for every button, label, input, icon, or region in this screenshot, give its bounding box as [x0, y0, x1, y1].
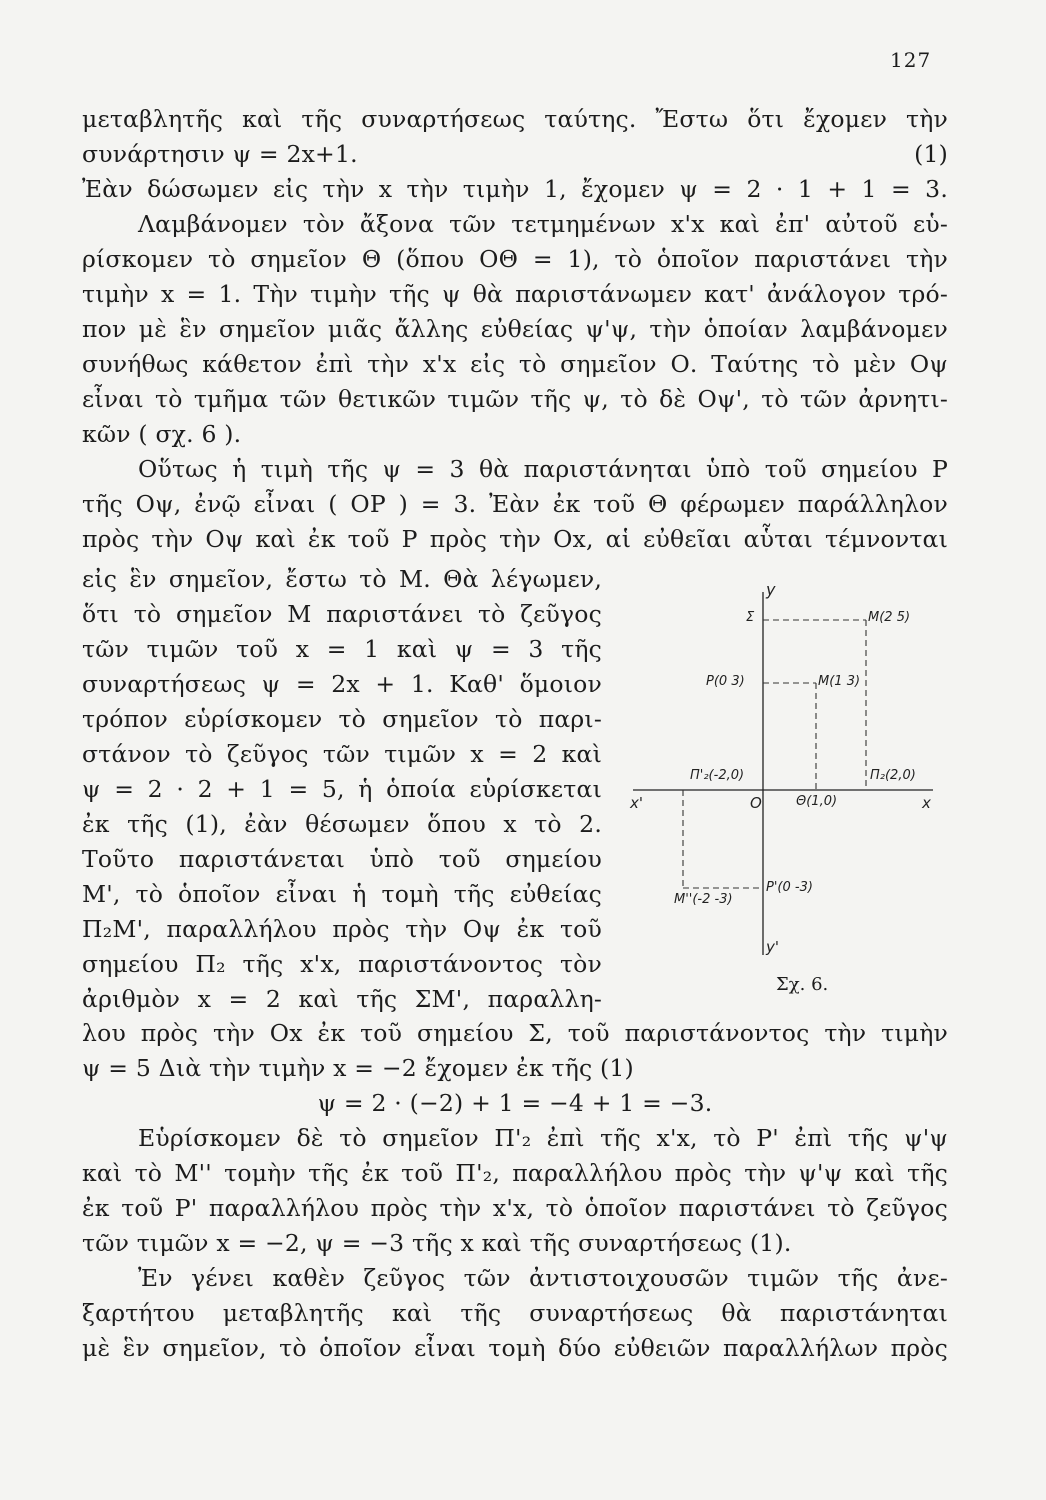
- paragraph-wrapped-beside-figure: [82, 562, 602, 1017]
- text-line-content: Εὑρίσκομεν δὲ τὸ σημεῖον Π'₂ ἐπὶ τῆς x'x, τὸ Ρ' ἐπὶ τῆς ψ'ψ: [138, 1124, 948, 1152]
- text-line-content: κῶν ( σχ. 6 ).: [82, 420, 242, 448]
- label-origin: O: [750, 794, 762, 812]
- text-line: [82, 452, 948, 487]
- text-line-content: μεταβλητῆς καὶ τῆς συναρτήσεως ταύτης. Ἔστω ὅτι ἔχομεν τὴν: [82, 105, 948, 133]
- label-theta: Θ(1,0): [796, 794, 838, 809]
- text-line-content: στάνον τὸ ζεῦγος τῶν τιμῶν x = 2 καὶ: [82, 740, 602, 768]
- text-line: [82, 1331, 948, 1366]
- paragraph-top: [82, 102, 948, 557]
- text-line-content: καὶ τὸ Μ'' τομὴν τῆς ἐκ τοῦ Π'₂, παραλλήλου πρὸς τὴν ψ'ψ καὶ τῆς: [82, 1159, 948, 1187]
- text-line: [82, 842, 602, 877]
- text-line: [82, 1191, 948, 1226]
- text-line: [82, 632, 602, 667]
- text-line-content: Τοῦτο παριστάνεται ὑπὸ τοῦ σημείου: [82, 845, 602, 873]
- label-m-double-prime: M''(-2 -3): [674, 892, 733, 907]
- text-line-content: ψ = 5 Διὰ τὴν τιμὴν x = −2 ἔχομεν ἐκ τῆς (1): [82, 1054, 634, 1082]
- text-line: [82, 597, 602, 632]
- text-line: [82, 312, 948, 347]
- text-line-content: τῶν τιμῶν τοῦ x = 1 καὶ ψ = 3 τῆς: [82, 635, 602, 663]
- text-line: [82, 382, 948, 417]
- text-line: [82, 702, 602, 737]
- text-line-content: πρὸς τὴν Οψ καὶ ἐκ τοῦ Ρ πρὸς τὴν Οx, αἱ εὐθεῖαι αὗται τέμνονται: [82, 525, 948, 553]
- text-line: [82, 347, 948, 382]
- text-line: [82, 562, 602, 597]
- text-line-content: ἐκ τοῦ Ρ' παραλλήλου πρὸς τὴν x'x, τὸ ὁποῖον παριστάνει τὸ ζεῦγος: [82, 1194, 948, 1222]
- text-line: [82, 242, 948, 277]
- figure-6-coordinate-diagram: [628, 580, 948, 1000]
- text-line: [82, 172, 948, 207]
- text-line-content: Μ', τὸ ὁποῖον εἶναι ἡ τομὴ τῆς εὐθείας: [82, 880, 602, 908]
- text-line: [82, 1086, 948, 1121]
- text-line-content: τιμὴν x = 1. Τὴν τιμὴν τῆς ψ θὰ παριστάνωμεν κατ' ἀνάλογον τρό-: [82, 280, 948, 308]
- text-line-content: Λαμβάνομεν τὸν ἄξονα τῶν τετμημένων x'x καὶ ἐπ' αὐτοῦ εὑ-: [138, 210, 948, 238]
- page-number: 127: [890, 48, 932, 72]
- text-line: [82, 102, 948, 137]
- text-line-content: λου πρὸς τὴν Οx ἐκ τοῦ σημείου Σ, τοῦ παριστάνοντος τὴν τιμὴν: [82, 1019, 948, 1047]
- label-y-prime: y': [766, 938, 780, 956]
- text-line-content: ψ = 2 · 2 + 1 = 5, ἡ ὁποία εὑρίσκεται: [82, 775, 602, 803]
- coordinate-axes-svg: [628, 580, 948, 1000]
- text-line: [82, 1156, 948, 1191]
- text-line: [82, 137, 948, 172]
- label-p03: P(0 3): [706, 674, 745, 689]
- text-line-content: Ἐὰν δώσωμεν εἰς τὴν x τὴν τιμὴν 1, ἔχομεν ψ = 2 · 1 + 1 = 3.: [82, 175, 948, 203]
- text-line: [82, 417, 948, 452]
- text-line: [82, 1016, 948, 1051]
- text-line-content: ξαρτήτου μεταβλητῆς καὶ τῆς συναρτήσεως θὰ παριστάνηται: [82, 1299, 948, 1327]
- text-line-content: ψ = 2 · (−2) + 1 = −4 + 1 = −3.: [317, 1089, 713, 1117]
- text-line: [82, 522, 948, 557]
- text-line-content: τῆς Οψ, ἐνῷ εἶναι ( ΟΡ ) = 3. Ἐὰν ἐκ τοῦ Θ φέρωμεν παράλληλον: [82, 490, 948, 518]
- text-line: [82, 207, 948, 242]
- text-line-content: συναρτήσεως ψ = 2x + 1. Καθ' ὅμοιον: [82, 670, 602, 698]
- label-pi2-prime: Π'₂(-2,0): [690, 768, 745, 783]
- text-line: [82, 1226, 948, 1261]
- text-line: [82, 912, 602, 947]
- text-line-content: τρόπον εὑρίσκομεν τὸ σημεῖον τὸ παρι-: [82, 705, 602, 733]
- text-line: [82, 737, 602, 772]
- text-line-content: τῶν τιμῶν x = −2, ψ = −3 τῆς x καὶ τῆς συναρτήσεως (1).: [82, 1229, 792, 1257]
- label-p-prime: P'(0 -3): [766, 880, 813, 895]
- paragraph-bottom: [82, 1016, 948, 1366]
- figure-caption: Σχ. 6.: [776, 974, 829, 995]
- text-line: [82, 1296, 948, 1331]
- text-line: [82, 807, 602, 842]
- text-line-content: ρίσκομεν τὸ σημεῖον Θ (ὅπου ΟΘ = 1), τὸ ὁποῖον παριστάνει τὴν: [82, 245, 948, 273]
- text-line-content: Οὕτως ἡ τιμὴ τῆς ψ = 3 θὰ παριστάνηται ὑπὸ τοῦ σημείου Ρ: [138, 455, 948, 483]
- text-line-content: ἀριθμὸν x = 2 καὶ τῆς ΣΜ', παραλλη-: [82, 985, 602, 1013]
- equation-number: (1): [914, 140, 948, 168]
- text-line: [82, 982, 602, 1017]
- label-x-prime: x': [630, 794, 644, 812]
- label-pi2: Π₂(2,0): [870, 768, 916, 783]
- text-line: [82, 1051, 948, 1086]
- text-line: [82, 947, 602, 982]
- text-line-content: ἐκ τῆς (1), ἐὰν θέσωμεν ὅπου x τὸ 2.: [82, 810, 602, 838]
- text-line: [82, 772, 602, 807]
- text-line: [82, 487, 948, 522]
- text-line-content: Ἐν γένει καθὲν ζεῦγος τῶν ἀντιστοιχουσῶν τιμῶν τῆς ἀνε-: [138, 1264, 948, 1292]
- text-line: [82, 877, 602, 912]
- text-line-content: εἰς ἓν σημεῖον, ἔστω τὸ Μ. Θὰ λέγωμεν,: [82, 565, 602, 593]
- text-line: [82, 667, 602, 702]
- label-sigma: Σ: [746, 610, 755, 625]
- text-line: [82, 1121, 948, 1156]
- text-line-content: εἶναι τὸ τμῆμα τῶν θετικῶν τιμῶν τῆς ψ, τὸ δὲ Οψ', τὸ τῶν ἀρνητι-: [82, 385, 948, 413]
- text-line: [82, 1261, 948, 1296]
- text-line: [82, 277, 948, 312]
- label-m13: M(1 3): [818, 674, 861, 689]
- label-m25: M(2 5): [868, 610, 911, 625]
- text-line-content: σημείου Π₂ τῆς x'x, παριστάνοντος τὸν: [82, 950, 602, 978]
- label-x: x: [922, 794, 931, 812]
- text-line-content: Π₂Μ', παραλλήλου πρὸς τὴν Οψ ἐκ τοῦ: [82, 915, 602, 943]
- label-y: y: [766, 580, 776, 599]
- text-line-content: συνάρτησιν ψ = 2x+1.: [82, 140, 358, 168]
- text-line-content: ὅτι τὸ σημεῖον Μ παριστάνει τὸ ζεῦγος: [82, 600, 602, 628]
- text-line-content: συνήθως κάθετον ἐπὶ τὴν x'x εἰς τὸ σημεῖον Ο. Ταύτης τὸ μὲν Οψ: [82, 350, 948, 378]
- text-line-content: πον μὲ ἓν σημεῖον μιᾶς ἄλλης εὐθείας ψ'ψ, τὴν ὁποίαν λαμβάνομεν: [82, 315, 948, 343]
- text-line-content: μὲ ἓν σημεῖον, τὸ ὁποῖον εἶναι τομὴ δύο εὐθειῶν παραλλήλων πρὸς: [82, 1334, 948, 1362]
